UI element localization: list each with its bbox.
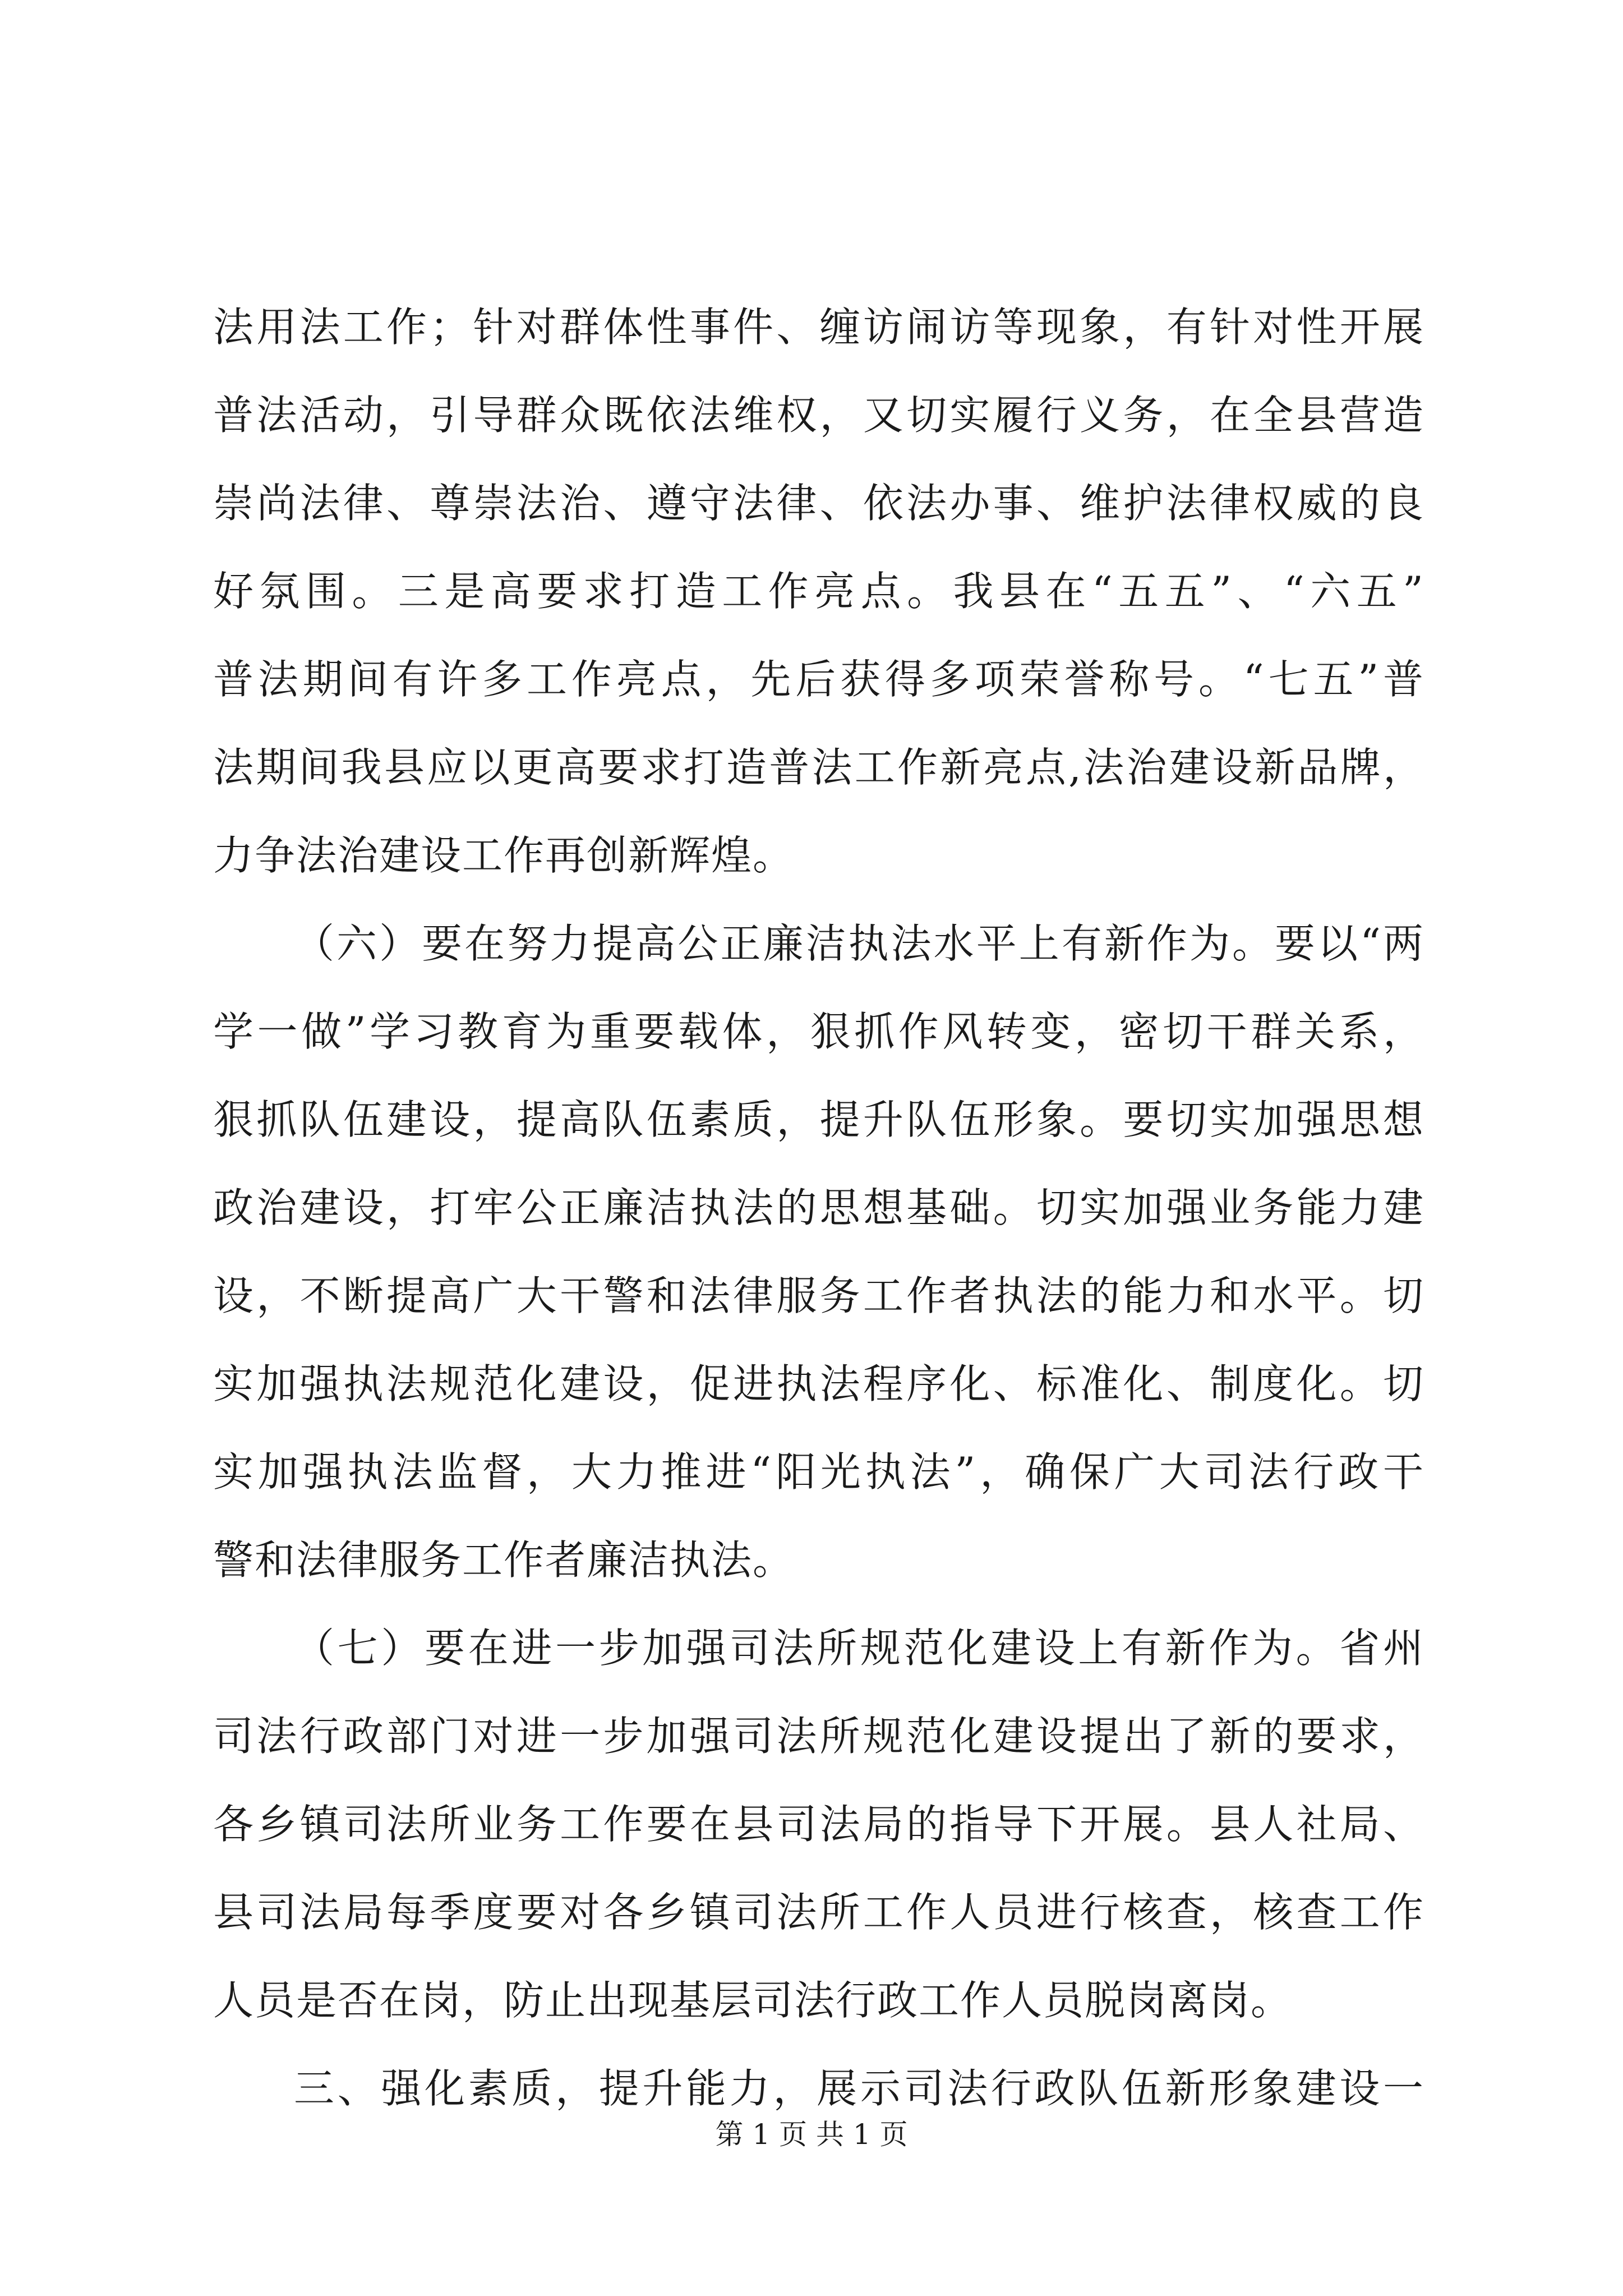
text-line: 力争法治建设工作再创新辉煌。 <box>213 832 795 879</box>
text-line: （六）要在努力提高公正廉洁执法水平上有新作为。要以“两 <box>294 920 1424 967</box>
text-line: 学一做”学习教育为重要载体，狠抓作风转变，密切干群关系， <box>213 1008 1424 1055</box>
text-line: 政治建设，打牢公正廉洁执法的思想基础。切实加强业务能力建 <box>213 1184 1424 1231</box>
text-line: 实加强执法监督，大力推进“阳光执法”，确保广大司法行政干 <box>213 1448 1424 1496</box>
text-line: 好氛围。三是高要求打造工作亮点。我县在“五五”、“六五” <box>213 568 1424 615</box>
text-line: 普法期间有许多工作亮点，先后获得多项荣誉称号。“七五”普 <box>213 656 1424 703</box>
text-line: 狠抓队伍建设，提高队伍素质，提升队伍形象。要切实加强思想 <box>213 1096 1424 1143</box>
text-line: 普法活动，引导群众既依法维权，又切实履行义务，在全县营造 <box>213 392 1424 439</box>
text-line: 法用法工作；针对群体性事件、缠访闹访等现象，有针对性开展 <box>213 303 1424 351</box>
body-text <box>213 283 1424 2133</box>
text-line: 设，不断提高广大干警和法律服务工作者执法的能力和水平。切 <box>213 1272 1424 1319</box>
text-line: 实加强执法规范化建设，促进执法程序化、标准化、制度化。切 <box>213 1360 1424 1407</box>
text-line: 人员是否在岗，防止出现基层司法行政工作人员脱岗离岗。 <box>213 1977 1293 2024</box>
text-line: 各乡镇司法所业务工作要在县司法局的指导下开展。县人社局、 <box>213 1801 1424 1848</box>
text-line: 警和法律服务工作者廉洁执法。 <box>213 1536 795 1584</box>
text-line: 崇尚法律、尊崇法治、遵守法律、依法办事、维护法律权威的良 <box>213 480 1424 527</box>
page-footer: 第 1 页 共 1 页 <box>715 2118 908 2151</box>
text-line: 司法行政部门对进一步加强司法所规范化建设提出了新的要求， <box>213 1713 1424 1760</box>
text-line: 法期间我县应以更高要求打造普法工作新亮点,法治建设新品牌， <box>213 744 1424 791</box>
text-line: 三、强化素质，提升能力，展示司法行政队伍新形象建设一 <box>294 2065 1424 2112</box>
text-line: （七）要在进一步加强司法所规范化建设上有新作为。省州 <box>294 1625 1424 1672</box>
text-line: 县司法局每季度要对各乡镇司法所工作人员进行核查，核查工作 <box>213 1889 1424 1936</box>
